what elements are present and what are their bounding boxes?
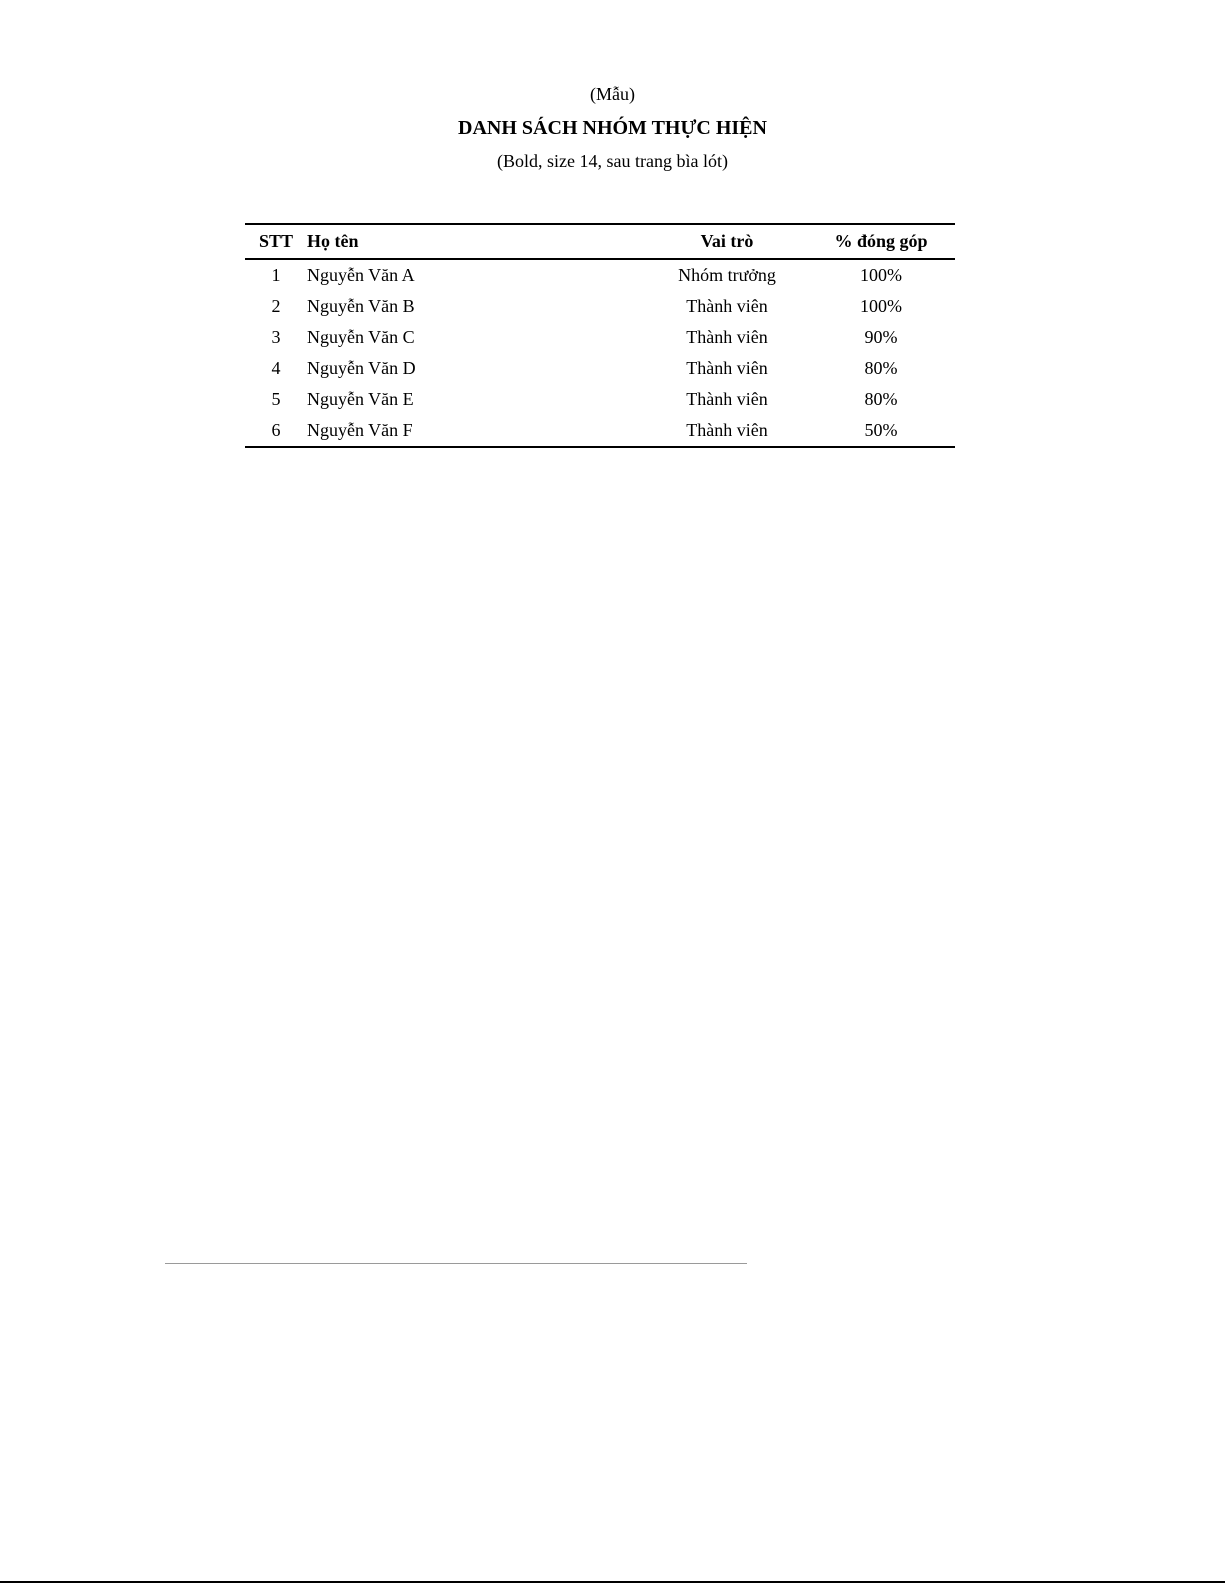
column-header-name: Họ tên <box>307 231 359 251</box>
template-label: (Mẫu) <box>590 84 635 104</box>
column-header-role: Vai trò <box>700 231 754 251</box>
row-stt: 3 <box>271 327 281 347</box>
row-stt: 5 <box>271 389 281 409</box>
row-name: Nguyễn Văn D <box>307 358 416 378</box>
table-header-row <box>245 224 955 259</box>
page-title: DANH SÁCH NHÓM THỰC HIỆN <box>458 117 767 139</box>
row-name: Nguyễn Văn A <box>307 265 415 285</box>
row-contribution: 100% <box>860 265 902 285</box>
row-role: Thành viên <box>686 389 768 409</box>
row-role: Thành viên <box>686 420 768 440</box>
row-name: Nguyễn Văn B <box>307 296 415 316</box>
table-row <box>245 353 955 384</box>
row-role: Nhóm trưởng <box>678 265 776 285</box>
page-bottom-border <box>0 1581 1225 1583</box>
members-table <box>245 223 955 448</box>
row-stt: 1 <box>271 265 281 285</box>
row-contribution: 80% <box>864 389 898 409</box>
row-name: Nguyễn Văn C <box>307 327 415 347</box>
table-row <box>245 259 955 291</box>
column-header-stt: STT <box>258 231 294 251</box>
row-contribution: 80% <box>864 358 898 378</box>
row-role: Thành viên <box>686 296 768 316</box>
table-row <box>245 322 955 353</box>
table-row <box>245 291 955 322</box>
row-stt: 4 <box>271 358 281 378</box>
row-contribution: 90% <box>864 327 898 347</box>
row-name: Nguyễn Văn E <box>307 389 414 409</box>
page-subtitle: (Bold, size 14, sau trang bìa lót) <box>497 151 728 171</box>
row-role: Thành viên <box>686 327 768 347</box>
row-role: Thành viên <box>686 358 768 378</box>
row-name: Nguyễn Văn F <box>307 420 413 440</box>
column-header-contribution: % đóng góp <box>834 231 928 251</box>
row-contribution: 100% <box>860 296 902 316</box>
table-row <box>245 384 955 415</box>
row-stt: 6 <box>271 420 281 440</box>
row-stt: 2 <box>271 296 281 316</box>
table-row <box>245 415 955 447</box>
footnote-divider <box>165 1263 747 1264</box>
row-contribution: 50% <box>864 420 898 440</box>
